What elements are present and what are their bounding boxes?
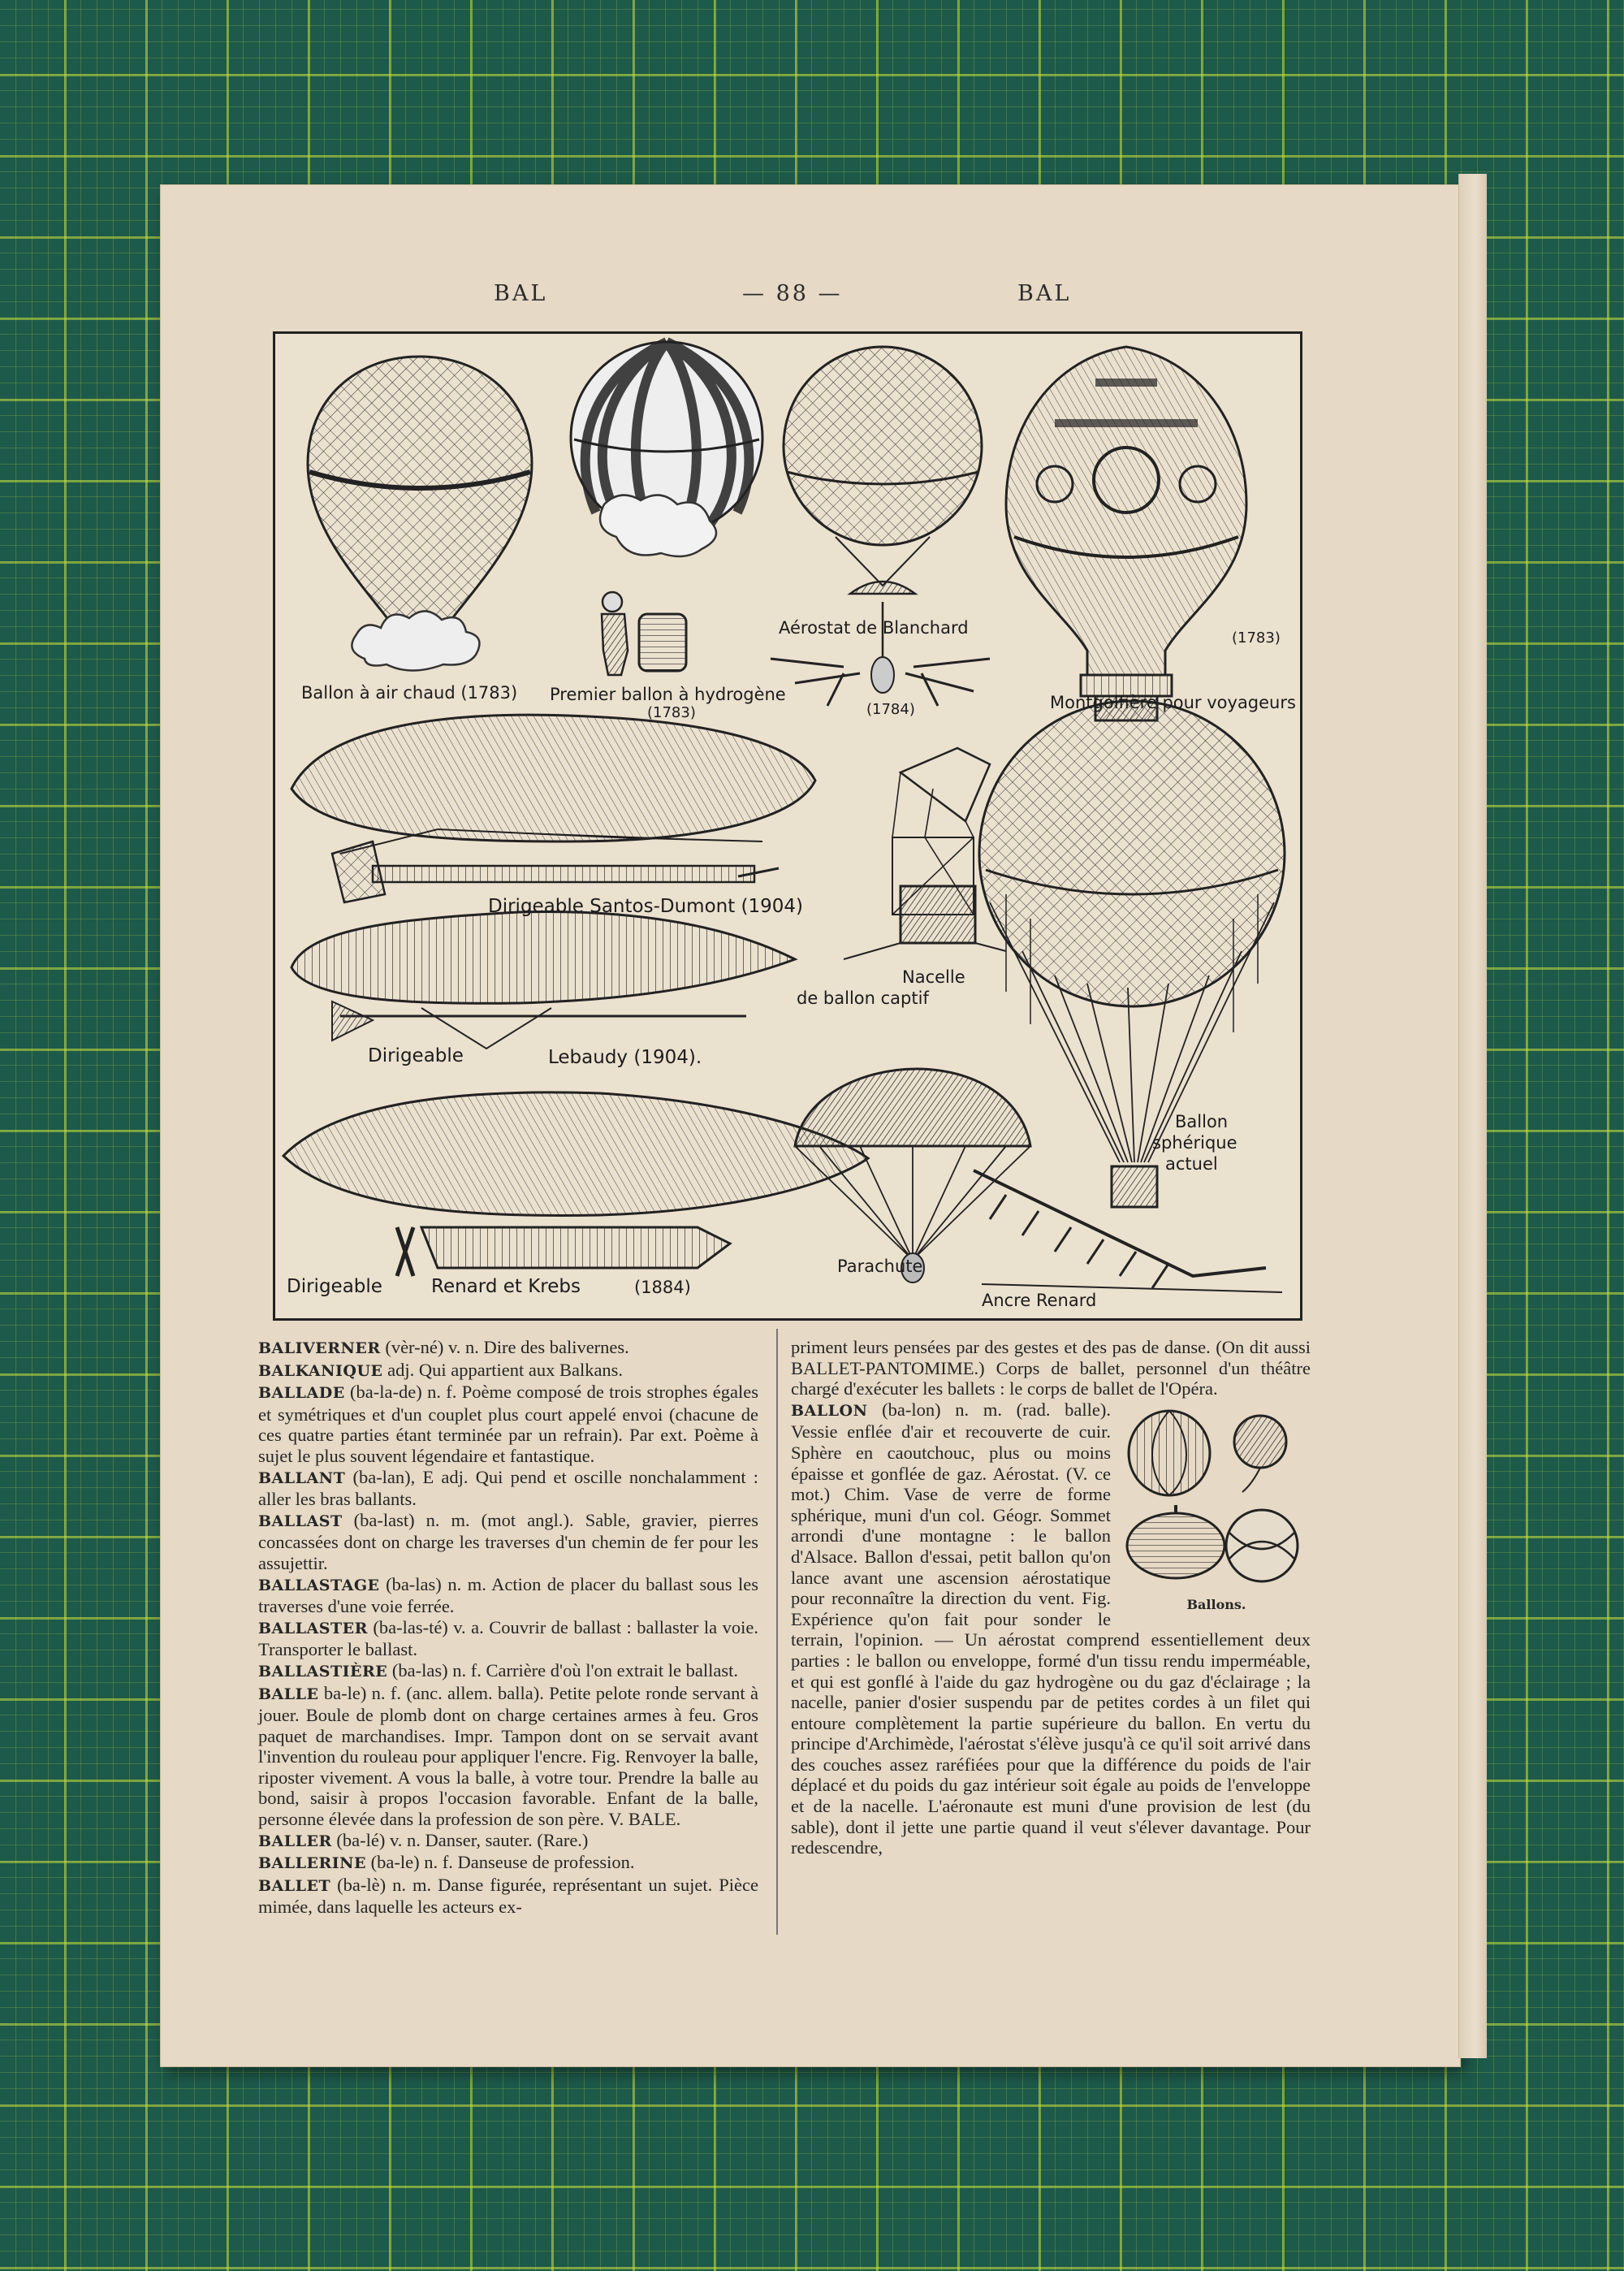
- entry-baller: BALLER (ba-lé) v. n. Danser, sauter. (Rare.): [258, 1829, 589, 1850]
- hot-air-balloon-drawing: [308, 357, 532, 671]
- entry-ballet-continued: priment leurs pensées par des gestes et des pas de danse. (On dit aussi BALLET-PANTOMIME.) Corps de ballet, personnel d'un théâtre chargé d'exécuter les ballets : le corps de ballet de l'Opéra.: [791, 1337, 1311, 1399]
- column-divider: [776, 1329, 778, 1935]
- running-head-left: BAL: [494, 281, 548, 306]
- santos-dumont-airship-drawing: [292, 715, 815, 902]
- caption-hot-air-balloon: Ballon à air chaud (1783): [301, 683, 518, 703]
- illustration-plate: [273, 331, 1302, 1321]
- caption-blanchard-year: (1784): [866, 701, 915, 718]
- caption-nacelle-2: de ballon captif: [797, 988, 929, 1008]
- caption-spherical-3: actuel: [1165, 1154, 1218, 1174]
- caption-montgolfiere-year: (1783): [1232, 629, 1281, 647]
- blanchard-aerostat-drawing: [771, 347, 990, 706]
- entry-ballet: BALLET (ba-lè) n. m. Danse figurée, représentant un sujet. Pièce mimée, dans laquelle les acteurs ex-: [258, 1874, 758, 1918]
- running-head-right: BAL: [1017, 281, 1072, 306]
- renard-krebs-airship-drawing: [283, 1092, 868, 1276]
- caption-hydrogen-balloon: Premier ballon à hydrogène: [550, 685, 786, 704]
- balloons-figure: [1122, 1403, 1311, 1616]
- caption-renard-year: (1884): [634, 1278, 691, 1297]
- caption-santos-dumont: Dirigeable Santos-Dumont (1904): [488, 896, 804, 917]
- balloons-figure-caption: Ballons.: [1186, 1597, 1246, 1613]
- caption-spherical-2: sphérique: [1152, 1133, 1237, 1153]
- page-edge: [1458, 174, 1487, 2058]
- left-column: [258, 1337, 758, 1918]
- entry-ballant: BALLANT (ba-lan), E adj. Qui pend et oscille nonchalamment : aller les bras ballants.: [258, 1466, 758, 1510]
- caption-montgolfiere: Montgolfière pour voyageurs: [1050, 693, 1296, 712]
- hydrogen-balloon-drawing: [571, 342, 762, 675]
- entry-balle: BALLE ba-le) n. f. (anc. allem. balla). Petite pelote ronde servant à jouer. Boule de plomb dont on charge certaines armes à feu. Gros paquet de marchandises. Impr. Tampon dont on se servait avant l'invention du rouleau pour appliquer l'encre. Fig. Renvoyer la balle, riposter vivement. A vous la balle, à votre tour. Prendre la balle au bond, saisir à propos l'occasion favorable. Enfant de la balle, personne élevée dans la profession de son père. V. BALE.: [258, 1682, 758, 1830]
- dictionary-page: [161, 185, 1460, 2066]
- entry-ballastage: BALLASTAGE (ba-las) n. m. Action de placer du ballast sous les traverses d'une voie ferrée.: [258, 1573, 758, 1617]
- lebaudy-airship-drawing: [292, 912, 795, 1049]
- montgolfiere-drawing: [1006, 347, 1246, 720]
- caption-blanchard: Aérostat de Blanchard: [779, 618, 969, 638]
- caption-hydrogen-year: (1783): [647, 704, 696, 721]
- page-number: — 88 —: [742, 281, 843, 306]
- right-column: [791, 1337, 1311, 1858]
- caption-lebaudy-b: Lebaudy (1904).: [548, 1047, 702, 1068]
- caption-renard-a: Dirigeable: [287, 1276, 382, 1297]
- entry-baliverner: BALIVERNER (vèr-né) v. n. Dire des balivernes.: [258, 1337, 629, 1357]
- entry-balkanique: BALKANIQUE adj. Qui appartient aux Balkans.: [258, 1359, 624, 1380]
- caption-renard-b: Renard et Krebs: [431, 1276, 581, 1297]
- caption-lebaudy-a: Dirigeable: [368, 1045, 464, 1066]
- entry-ballon: Ballons. BALLON (ba-lon) n. m. (rad. balle). Vessie enflée d'air et recouverte de cuir. Sphère en caoutchouc, plus ou moins épaisse et gonflée de gaz. Aérostat. (V. ce mot.) Chim. Vase de verre de forme sphérique, muni d'un col. Géogr. Sommet arrondi d'une montagne : le ballon d'Alsace. Ballon d'essai, petit ballon qu'on lance avant une ascension aérostatique pour reconnaître la direction du vent. Fig. Expérience qu'on fait pour sonder le terrain, l'opinion. — Un aérostat comprend essentiellement deux parties : le ballon ou enveloppe, formé d'un tissu rendu imperméable, et qui est gonflé à l'aide du gaz hydrogène ou du gaz d'éclairage ; la nacelle, panier d'osier suspendu par de petites cordes à un filet qui entoure complètement la partie supérieure du ballon. En vertu du principe d'Archimède, l'aérostat s'élève jusqu'à ce qu'il soit arrivé dans des couches assez raréfiées pour que la différence du poids de l'air déplacé et du poids du gaz intérieur soit égale au poids de l'enveloppe et de la nacelle. L'aéronaute est muni d'une provision de lest (du sable), dont il jette une partie quand il veut s'élever davantage. Pour redescendre,: [791, 1399, 1311, 1858]
- entry-ballade: BALLADE (ba-la-de) n. f. Poème composé de trois strophes égales et symétriques et d'un couplet plus court appelé envoi (chacune de ces quatre parties étant terminée par un refrain). Par ext. Poème à sujet le plus souvent légendaire et fantastique.: [258, 1382, 758, 1466]
- entry-ballastiere: BALLASTIÈRE (ba-las) n. f. Carrière d'où l'on extrait le ballast.: [258, 1659, 738, 1681]
- caption-spherical-1: Ballon: [1175, 1112, 1229, 1131]
- entry-ballaster: BALLASTER (ba-las-té) v. a. Couvrir de ballast : ballaster la voie. Transporter le ballast.: [258, 1616, 758, 1660]
- caption-parachute: Parachute: [837, 1257, 923, 1276]
- caption-nacelle: Nacelle: [902, 967, 965, 987]
- caption-renard-anchor: Ancre Renard: [982, 1291, 1097, 1310]
- balloons-illustration: [275, 334, 1300, 1318]
- entry-ballerine: BALLERINE (ba-le) n. f. Danseuse de profession.: [258, 1852, 635, 1873]
- balloons-figure-drawing: [1122, 1403, 1311, 1594]
- entry-ballast: BALLAST (ba-last) n. m. (mot angl.). Sable, gravier, pierres concassées dont on charge les traverses d'un chemin de fer pour les assujettir.: [258, 1509, 758, 1573]
